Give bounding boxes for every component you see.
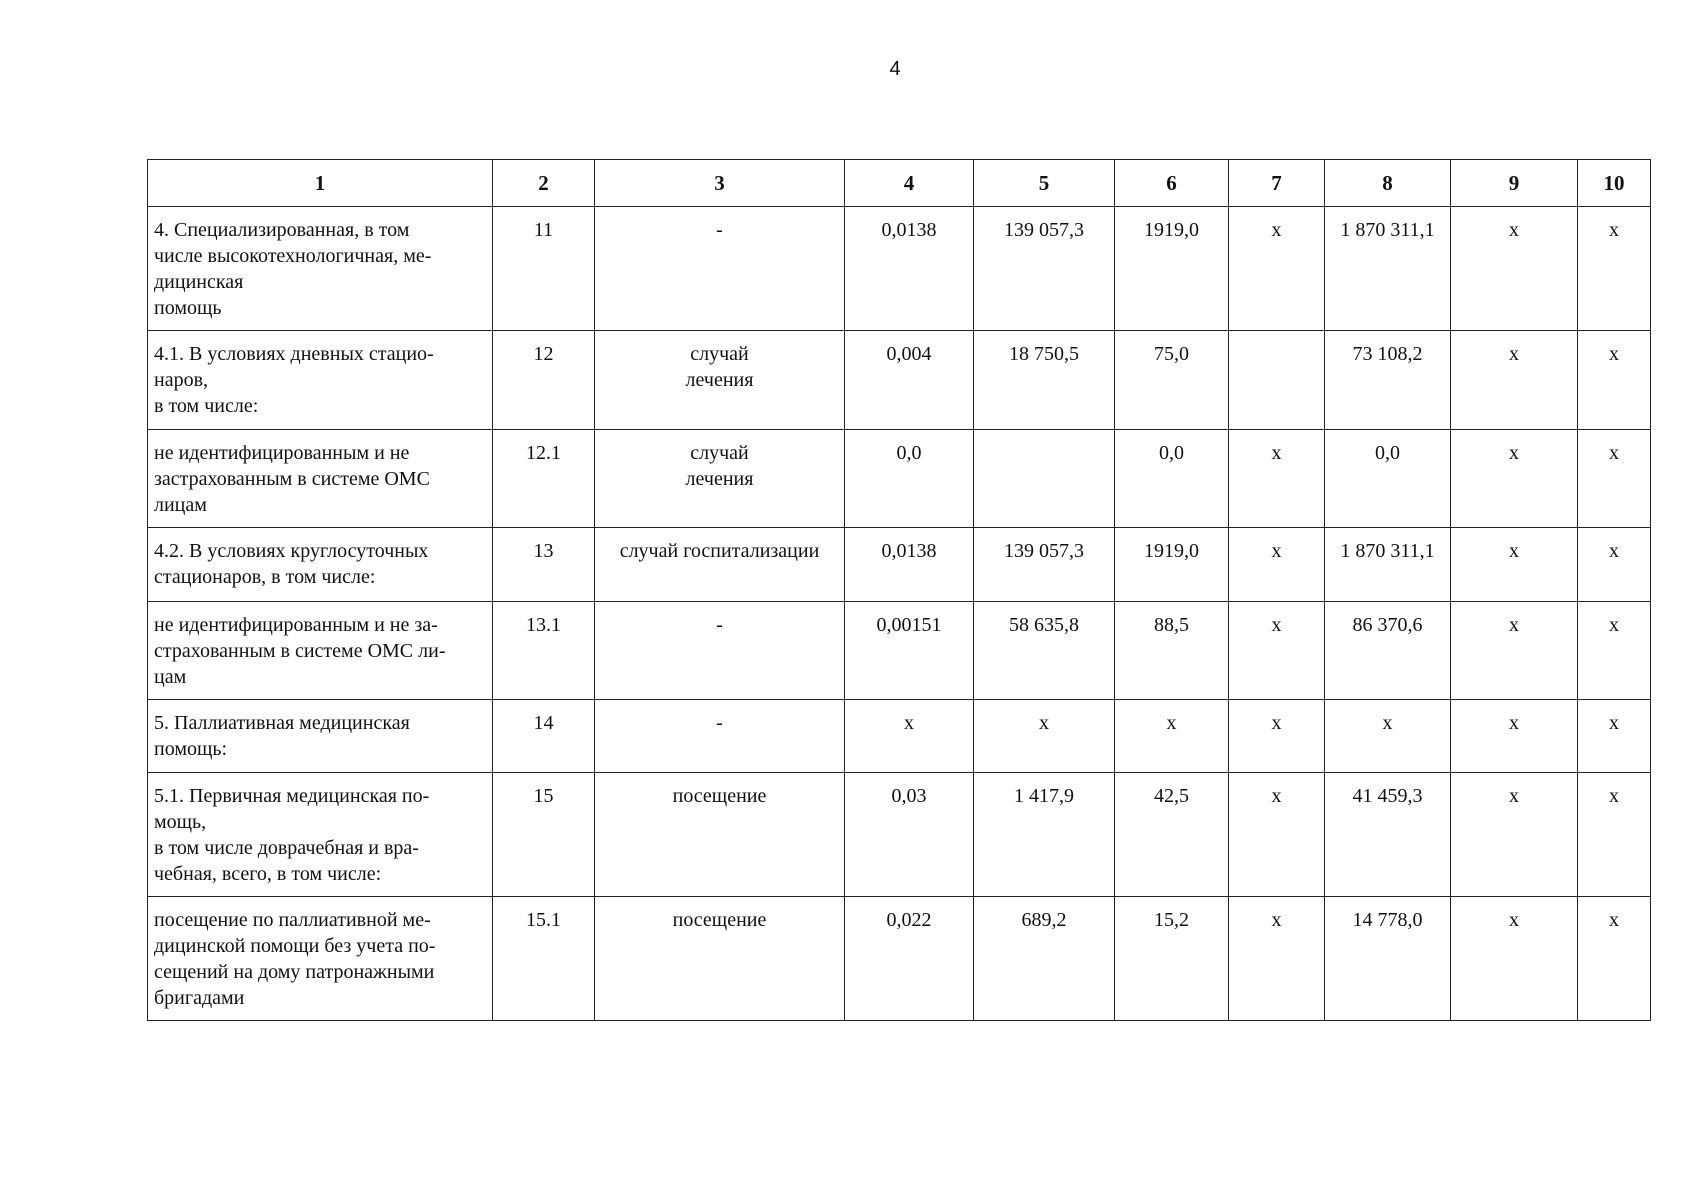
cell-col8: 73 108,2 xyxy=(1325,331,1451,430)
column-header: 3 xyxy=(595,160,845,207)
data-table xyxy=(147,159,1651,1021)
row-unit: посещение xyxy=(595,897,845,1021)
column-header: 10 xyxy=(1578,160,1651,207)
cell-col6: х xyxy=(1115,700,1229,773)
cell-col8: х xyxy=(1325,700,1451,773)
cell-col10: х xyxy=(1578,700,1651,773)
cell-col7 xyxy=(1229,331,1325,430)
cell-col10: х xyxy=(1578,430,1651,528)
cell-col8: 1 870 311,1 xyxy=(1325,528,1451,602)
row-code: 13 xyxy=(493,528,595,602)
cell-col5: 689,2 xyxy=(974,897,1115,1021)
row-code: 15.1 xyxy=(493,897,595,1021)
cell-col8: 41 459,3 xyxy=(1325,773,1451,897)
cell-col4: 0,022 xyxy=(845,897,974,1021)
cell-col5 xyxy=(974,430,1115,528)
table-row xyxy=(148,430,1651,528)
cell-col9: х xyxy=(1451,207,1578,331)
row-name: 4. Специализированная, в том числе высокотехнологичная, ме- дицинская помощь xyxy=(148,207,493,331)
row-code: 13.1 xyxy=(493,602,595,700)
cell-col4: 0,0 xyxy=(845,430,974,528)
cell-col7: х xyxy=(1229,602,1325,700)
row-name: не идентифицированным и не застрахованным в системе ОМС лицам xyxy=(148,430,493,528)
row-code: 12.1 xyxy=(493,430,595,528)
cell-col5: х xyxy=(974,700,1115,773)
cell-col5: 139 057,3 xyxy=(974,207,1115,331)
row-name: 4.2. В условиях круглосуточных стационаров, в том числе: xyxy=(148,528,493,602)
cell-col6: 88,5 xyxy=(1115,602,1229,700)
row-code: 14 xyxy=(493,700,595,773)
cell-col7: х xyxy=(1229,700,1325,773)
cell-col6: 1919,0 xyxy=(1115,528,1229,602)
row-name: 4.1. В условиях дневных стацио- наров, в том числе: xyxy=(148,331,493,430)
row-unit: посещение xyxy=(595,773,845,897)
column-header: 1 xyxy=(148,160,493,207)
cell-col10: х xyxy=(1578,897,1651,1021)
row-unit: случай госпитализации xyxy=(595,528,845,602)
cell-col4: 0,0138 xyxy=(845,207,974,331)
cell-col7: х xyxy=(1229,207,1325,331)
column-header: 7 xyxy=(1229,160,1325,207)
cell-col5: 18 750,5 xyxy=(974,331,1115,430)
cell-col7: х xyxy=(1229,528,1325,602)
table-row xyxy=(148,700,1651,773)
cell-col10: х xyxy=(1578,528,1651,602)
row-unit: случай лечения xyxy=(595,430,845,528)
row-unit: случай лечения xyxy=(595,331,845,430)
column-header: 4 xyxy=(845,160,974,207)
table-row xyxy=(148,897,1651,1021)
cell-col9: х xyxy=(1451,897,1578,1021)
row-name: не идентифицированным и не за- страхованным в системе ОМС ли- цам xyxy=(148,602,493,700)
table-row xyxy=(148,773,1651,897)
column-header: 9 xyxy=(1451,160,1578,207)
row-code: 12 xyxy=(493,331,595,430)
cell-col10: х xyxy=(1578,773,1651,897)
cell-col7: х xyxy=(1229,430,1325,528)
column-header: 6 xyxy=(1115,160,1229,207)
cell-col4: 0,03 xyxy=(845,773,974,897)
cell-col9: х xyxy=(1451,430,1578,528)
cell-col7: х xyxy=(1229,773,1325,897)
cell-col8: 1 870 311,1 xyxy=(1325,207,1451,331)
table-row xyxy=(148,207,1651,331)
page-number: 4 xyxy=(889,58,901,80)
header-row xyxy=(148,160,1651,207)
cell-col5: 139 057,3 xyxy=(974,528,1115,602)
table-row xyxy=(148,602,1651,700)
row-code: 11 xyxy=(493,207,595,331)
cell-col6: 15,2 xyxy=(1115,897,1229,1021)
cell-col4: 0,0138 xyxy=(845,528,974,602)
cell-col8: 0,0 xyxy=(1325,430,1451,528)
cell-col9: х xyxy=(1451,528,1578,602)
cell-col4: х xyxy=(845,700,974,773)
column-header: 8 xyxy=(1325,160,1451,207)
column-header: 2 xyxy=(493,160,595,207)
cell-col6: 0,0 xyxy=(1115,430,1229,528)
cell-col10: х xyxy=(1578,602,1651,700)
cell-col5: 1 417,9 xyxy=(974,773,1115,897)
cell-col4: 0,00151 xyxy=(845,602,974,700)
row-code: 15 xyxy=(493,773,595,897)
cell-col9: х xyxy=(1451,700,1578,773)
cell-col10: х xyxy=(1578,207,1651,331)
cell-col9: х xyxy=(1451,773,1578,897)
cell-col8: 86 370,6 xyxy=(1325,602,1451,700)
table-row xyxy=(148,331,1651,430)
column-header: 5 xyxy=(974,160,1115,207)
cell-col9: х xyxy=(1451,602,1578,700)
cell-col6: 42,5 xyxy=(1115,773,1229,897)
cell-col6: 1919,0 xyxy=(1115,207,1229,331)
cell-col8: 14 778,0 xyxy=(1325,897,1451,1021)
row-name: 5.1. Первичная медицинская по- мощь, в том числе доврачебная и вра- чебная, всего, в том числе: xyxy=(148,773,493,897)
cell-col10: х xyxy=(1578,331,1651,430)
row-unit: - xyxy=(595,700,845,773)
cell-col4: 0,004 xyxy=(845,331,974,430)
row-unit: - xyxy=(595,602,845,700)
cell-col6: 75,0 xyxy=(1115,331,1229,430)
row-name: 5. Паллиативная медицинская помощь: xyxy=(148,700,493,773)
table-row xyxy=(148,528,1651,602)
cell-col5: 58 635,8 xyxy=(974,602,1115,700)
row-unit: - xyxy=(595,207,845,331)
cell-col9: х xyxy=(1451,331,1578,430)
cell-col7: х xyxy=(1229,897,1325,1021)
row-name: посещение по паллиативной ме- дицинской помощи без учета по- сещений на дому патронажными бригадами xyxy=(148,897,493,1021)
